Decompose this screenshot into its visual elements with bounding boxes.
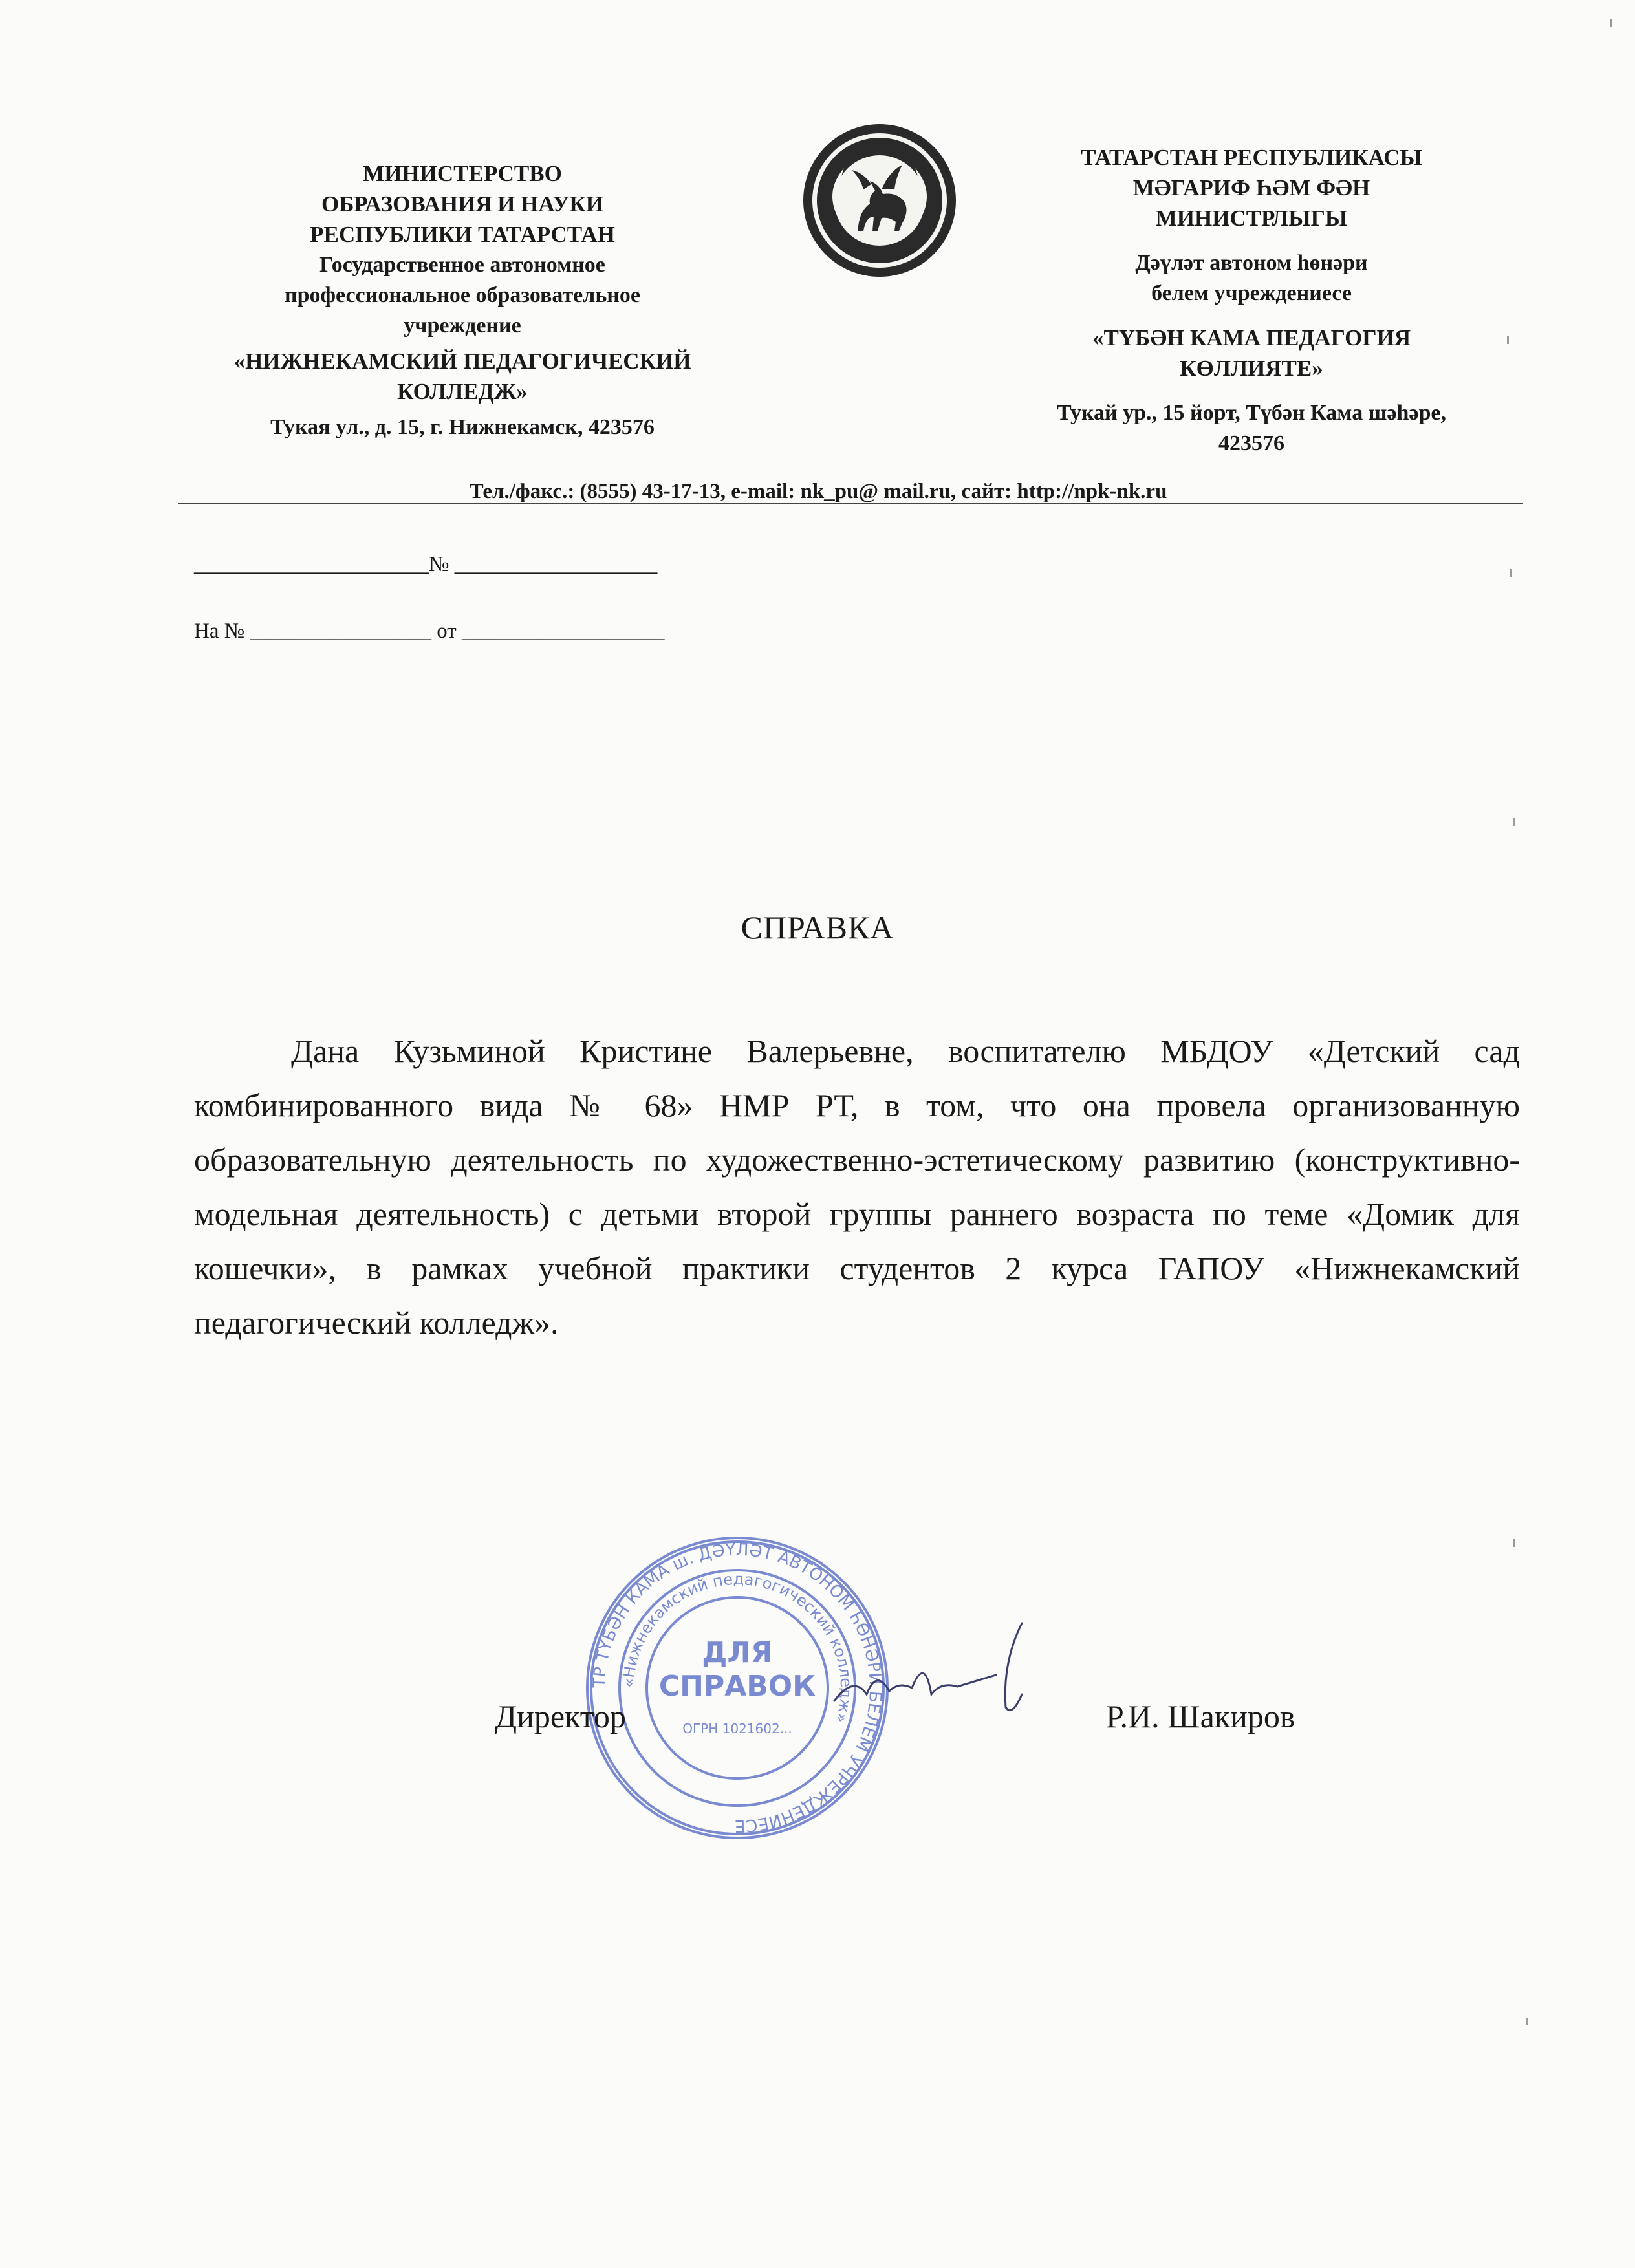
- institution-tat-line-1: Дәүләт автоном һөнәри: [1135, 251, 1368, 275]
- stamp-center-line-1: ДЛЯ: [702, 1636, 773, 1669]
- institution-type-line-3: учреждение: [404, 314, 521, 338]
- scan-speck: [1610, 19, 1612, 27]
- scan-speck: [1510, 569, 1512, 577]
- outgoing-number-line: ______________________№ ___________________: [194, 553, 658, 576]
- signer-name: Р.И. Шакиров: [1106, 1698, 1295, 1734]
- ministry-line-1: МИНИСТЕРСТВО: [363, 161, 562, 186]
- contacts-line: Тел./факс.: (8555) 43-17-13, e-mail: nk_pu@ mail.ru, сайт: http://npk-nk.ru: [469, 480, 1167, 503]
- ministry-tat-line-1: ТАТАРСТАН РЕСПУБЛИКАСЫ: [1081, 145, 1422, 170]
- college-tat-address-line-2: 423576: [1218, 431, 1284, 455]
- header-divider: [178, 503, 1523, 504]
- ministry-tat-line-3: МИНИСТРЛЫГЫ: [1155, 206, 1348, 231]
- stamp-inner-ring-text: «Нижнекамский педагогический колледж»: [619, 1570, 856, 1725]
- college-tat-name-line-2: КӨЛЛИЯТЕ»: [1180, 356, 1323, 381]
- scan-speck: [1526, 2018, 1528, 2025]
- ministry-tat-line-2: МӘГАРИФ ҺӘМ ФӘН: [1132, 175, 1370, 200]
- stamp-center-line-2: СПРАВОК: [658, 1670, 816, 1703]
- scan-speck: [1513, 818, 1515, 826]
- certificate-body: Дана Кузьминой Кристине Валерьевне, воспитателю МБДОУ «Детский сад комбинированного вида № 68» НМР РТ, в том, что она провела организованную образовательную деятельность по художественно-эстетическому развитию (конструктивно-модельная деятельность) с детьми второй группы раннего возраста по теме «Домик для кошечки», в рамках учебной практики студентов 2 курса ГАПОУ «Нижнекамский педагогический колледж».: [194, 1033, 1520, 1341]
- stamp-outer-ring-text: ТР ТҮБӘН КАМА ш. ДӘҮЛӘТ АВТОНОМ ҺӨНӘРИ БЕЛЕМ УЧРЕЖДЕНИЕСЕ: [589, 1540, 885, 1836]
- institution-type-line-2: профессиональное образовательное: [285, 283, 640, 307]
- ministry-line-2: ОБРАЗОВАНИЯ И НАУКИ: [321, 191, 603, 217]
- college-name-line-1: «НИЖНЕКАМСКИЙ ПЕДАГОГИЧЕСКИЙ: [233, 349, 691, 374]
- stamp-ogrn: ОГРН 1021602...: [682, 1721, 792, 1736]
- college-name-line-2: КОЛЛЕДЖ»: [397, 379, 528, 404]
- scan-speck: [1513, 1539, 1515, 1547]
- header-left-block: [162, 158, 763, 442]
- institution-type-line-1: Государственное автономное: [319, 253, 605, 277]
- institution-tat-line-2: белем учреждениесе: [1151, 281, 1352, 305]
- college-tat-address-line-1: Тукай ур., 15 йорт, Түбән Кама шәһәре,: [1056, 401, 1447, 425]
- header-right-block: [970, 142, 1533, 459]
- director-signature: [828, 1604, 1061, 1733]
- signer-role: Директор: [495, 1698, 626, 1734]
- college-tat-name-line-1: «ТҮБӘН КАМА ПЕДАГОГИЯ: [1092, 325, 1411, 351]
- scan-speck: [1507, 336, 1509, 344]
- ministry-line-3: РЕСПУБЛИКИ ТАТАРСТАН: [310, 222, 615, 247]
- document-title: СПРАВКА: [741, 909, 894, 945]
- college-address: Тукая ул., д. 15, г. Нижнекамск, 423576: [270, 415, 655, 439]
- incoming-reference-line: На № _________________ от ___________________: [194, 620, 665, 643]
- tatarstan-emblem-icon: [799, 120, 960, 281]
